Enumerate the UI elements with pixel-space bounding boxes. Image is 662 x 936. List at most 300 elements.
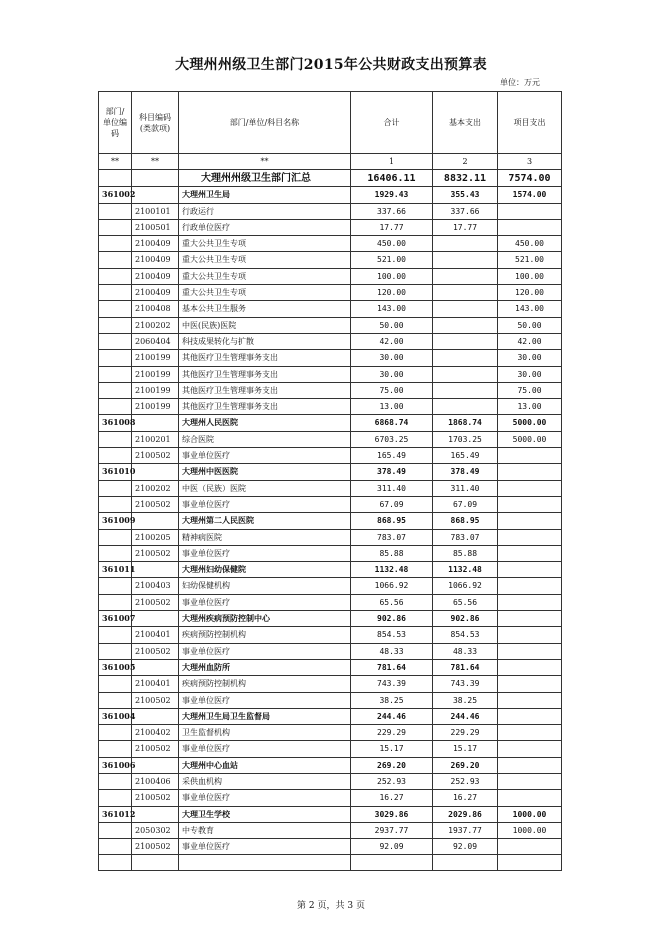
basic-cell <box>433 382 498 398</box>
dept-code-cell <box>99 448 132 464</box>
header-project: 项目支出 <box>498 92 562 154</box>
subject-code-cell: 2100502 <box>132 643 179 659</box>
budget-table <box>98 91 562 871</box>
table-row <box>99 855 562 870</box>
subject-code-cell: 2100205 <box>132 529 179 545</box>
subject-code-cell: 2100199 <box>132 350 179 366</box>
basic-cell <box>433 366 498 382</box>
table-row <box>99 448 562 464</box>
summary-row <box>99 170 562 187</box>
basic-cell: 868.95 <box>433 513 498 529</box>
total-cell: 6703.25 <box>351 431 433 447</box>
name-cell <box>179 855 351 870</box>
basic-cell: 781.64 <box>433 659 498 675</box>
name-cell: 重大公共卫生专项 <box>179 285 351 301</box>
table-row <box>99 285 562 301</box>
dept-code-cell: 361005 <box>99 659 132 675</box>
unit-row <box>99 464 562 480</box>
dept-code-cell <box>99 236 132 252</box>
subject-code-cell: 2100502 <box>132 594 179 610</box>
total-cell: 100.00 <box>351 268 433 284</box>
dept-code-cell <box>99 790 132 806</box>
project-cell <box>498 464 562 480</box>
table-row <box>99 741 562 757</box>
total-cell: 2937.77 <box>351 822 433 838</box>
page-footer: 第 2 页，共 3 页 <box>297 901 365 911</box>
total-cell: 244.46 <box>351 708 433 724</box>
table-row <box>99 578 562 594</box>
unit-row <box>99 757 562 773</box>
subject-code-cell: 2100409 <box>132 252 179 268</box>
name-cell: 事业单位医疗 <box>179 496 351 512</box>
total-cell: 13.00 <box>351 399 433 415</box>
project-cell: 1000.00 <box>498 822 562 838</box>
dept-code-cell: 361002 <box>99 187 132 203</box>
name-cell: 大理州中心血站 <box>179 757 351 773</box>
basic-cell <box>433 285 498 301</box>
header-basic: 基本支出 <box>433 92 498 154</box>
basic-cell: 229.29 <box>433 725 498 741</box>
basic-cell: 269.20 <box>433 757 498 773</box>
dept-code-cell: 361011 <box>99 562 132 578</box>
subject-code-cell: 2100403 <box>132 578 179 594</box>
dept-code-cell <box>99 317 132 333</box>
subject-code-cell: 2100502 <box>132 741 179 757</box>
unit-label: 单位：万元 <box>500 78 540 87</box>
subject-code-cell: 2100101 <box>132 203 179 219</box>
header-subject-code: 科目编码(类款项) <box>132 92 179 154</box>
project-cell <box>498 203 562 219</box>
table-row <box>99 529 562 545</box>
total-cell: 85.88 <box>351 545 433 561</box>
dept-code-cell: 361006 <box>99 757 132 773</box>
subject-code-cell: 2100202 <box>132 480 179 496</box>
summary-project: 7574.00 <box>498 170 562 187</box>
total-cell: 311.40 <box>351 480 433 496</box>
project-cell: 521.00 <box>498 252 562 268</box>
basic-cell: 2029.86 <box>433 806 498 822</box>
subject-code-cell: 2050302 <box>132 822 179 838</box>
subject-code-cell: 2100401 <box>132 627 179 643</box>
total-cell: 120.00 <box>351 285 433 301</box>
subject-code-cell: 2100502 <box>132 448 179 464</box>
total-cell: 521.00 <box>351 252 433 268</box>
dept-code-cell <box>99 350 132 366</box>
subject-code-cell <box>132 464 179 480</box>
index-cell: ** <box>132 154 179 170</box>
basic-cell: 1868.74 <box>433 415 498 431</box>
table-row <box>99 643 562 659</box>
basic-cell: 337.66 <box>433 203 498 219</box>
subject-code-cell: 2100502 <box>132 790 179 806</box>
name-cell: 科技成果转化与扩散 <box>179 333 351 349</box>
name-cell: 其他医疗卫生管理事务支出 <box>179 382 351 398</box>
project-cell <box>498 855 562 870</box>
basic-cell: 85.88 <box>433 545 498 561</box>
name-cell: 大理卫生学校 <box>179 806 351 822</box>
index-row <box>99 154 562 170</box>
table-row <box>99 725 562 741</box>
name-cell: 大理州卫生局 <box>179 187 351 203</box>
basic-cell: 1132.48 <box>433 562 498 578</box>
basic-cell: 743.39 <box>433 676 498 692</box>
name-cell: 中医(民族)医院 <box>179 317 351 333</box>
basic-cell: 783.07 <box>433 529 498 545</box>
dept-code-cell <box>99 773 132 789</box>
project-cell: 1000.00 <box>498 806 562 822</box>
project-cell <box>498 594 562 610</box>
table-row <box>99 317 562 333</box>
name-cell: 重大公共卫生专项 <box>179 268 351 284</box>
basic-cell <box>433 350 498 366</box>
project-cell <box>498 219 562 235</box>
name-cell: 大理州血防所 <box>179 659 351 675</box>
unit-row <box>99 513 562 529</box>
table-row <box>99 627 562 643</box>
basic-cell <box>433 333 498 349</box>
project-cell: 143.00 <box>498 301 562 317</box>
index-cell: ** <box>179 154 351 170</box>
table-row <box>99 203 562 219</box>
name-cell: 大理州疾病预防控制中心 <box>179 611 351 627</box>
basic-cell <box>433 399 498 415</box>
unit-row <box>99 415 562 431</box>
table-row <box>99 545 562 561</box>
project-cell <box>498 513 562 529</box>
total-cell: 30.00 <box>351 350 433 366</box>
total-cell: 30.00 <box>351 366 433 382</box>
project-cell <box>498 529 562 545</box>
table-row <box>99 268 562 284</box>
basic-cell: 17.77 <box>433 219 498 235</box>
basic-cell: 38.25 <box>433 692 498 708</box>
table-row <box>99 496 562 512</box>
total-cell: 229.29 <box>351 725 433 741</box>
subject-code-cell: 2100201 <box>132 431 179 447</box>
dept-code-cell <box>99 480 132 496</box>
project-cell <box>498 545 562 561</box>
basic-cell: 67.09 <box>433 496 498 512</box>
project-cell: 450.00 <box>498 236 562 252</box>
dept-code-cell <box>99 285 132 301</box>
dept-code-cell <box>99 676 132 692</box>
dept-code-cell <box>99 529 132 545</box>
total-cell: 65.56 <box>351 594 433 610</box>
project-cell: 42.00 <box>498 333 562 349</box>
total-cell: 781.64 <box>351 659 433 675</box>
dept-code-cell <box>99 578 132 594</box>
dept-code-cell <box>99 431 132 447</box>
dept-code-cell: 361004 <box>99 708 132 724</box>
table-row <box>99 594 562 610</box>
subject-code-cell <box>132 562 179 578</box>
basic-cell <box>433 236 498 252</box>
dept-code-cell <box>99 822 132 838</box>
name-cell: 事业单位医疗 <box>179 545 351 561</box>
project-cell: 5000.00 <box>498 415 562 431</box>
name-cell: 疾病预防控制机构 <box>179 676 351 692</box>
table-row <box>99 692 562 708</box>
name-cell: 事业单位医疗 <box>179 741 351 757</box>
total-cell: 783.07 <box>351 529 433 545</box>
name-cell: 行政单位医疗 <box>179 219 351 235</box>
table-row <box>99 333 562 349</box>
subject-code-cell: 2100202 <box>132 317 179 333</box>
dept-code-cell <box>99 382 132 398</box>
basic-cell: 854.53 <box>433 627 498 643</box>
total-cell <box>351 855 433 870</box>
name-cell: 大理州妇幼保健院 <box>179 562 351 578</box>
basic-cell: 311.40 <box>433 480 498 496</box>
dept-code-cell <box>99 203 132 219</box>
name-cell: 大理州第二人民医院 <box>179 513 351 529</box>
name-cell: 事业单位医疗 <box>179 594 351 610</box>
basic-cell: 1703.25 <box>433 431 498 447</box>
total-cell: 143.00 <box>351 301 433 317</box>
subject-code-cell <box>132 659 179 675</box>
basic-cell: 252.93 <box>433 773 498 789</box>
subject-code-cell: 2100502 <box>132 692 179 708</box>
subject-code-cell <box>132 611 179 627</box>
dept-code-cell <box>99 333 132 349</box>
dept-code-cell <box>99 725 132 741</box>
project-cell <box>498 708 562 724</box>
page-title: 大理州州级卫生部门2015年公共财政支出预算表 <box>175 57 487 73</box>
basic-cell: 244.46 <box>433 708 498 724</box>
basic-cell: 355.43 <box>433 187 498 203</box>
table-header-row <box>99 92 562 154</box>
dept-code-cell <box>99 643 132 659</box>
dept-code-cell: 361009 <box>99 513 132 529</box>
project-cell <box>498 448 562 464</box>
dept-code-cell <box>99 855 132 870</box>
subject-code-cell <box>132 513 179 529</box>
total-cell: 854.53 <box>351 627 433 643</box>
unit-row <box>99 806 562 822</box>
basic-cell: 65.56 <box>433 594 498 610</box>
project-cell <box>498 611 562 627</box>
basic-cell <box>433 301 498 317</box>
subject-code-cell: 2100502 <box>132 496 179 512</box>
table-row <box>99 301 562 317</box>
total-cell: 6868.74 <box>351 415 433 431</box>
total-cell: 269.20 <box>351 757 433 773</box>
subject-code-cell <box>132 187 179 203</box>
index-cell: 2 <box>433 154 498 170</box>
table-row <box>99 839 562 855</box>
subject-code-cell: 2100401 <box>132 676 179 692</box>
subject-code-cell <box>132 708 179 724</box>
project-cell <box>498 839 562 855</box>
unit-row <box>99 659 562 675</box>
name-cell: 其他医疗卫生管理事务支出 <box>179 350 351 366</box>
table-row <box>99 676 562 692</box>
total-cell: 902.86 <box>351 611 433 627</box>
project-cell: 30.00 <box>498 366 562 382</box>
name-cell: 重大公共卫生专项 <box>179 236 351 252</box>
index-cell: 1 <box>351 154 433 170</box>
project-cell: 50.00 <box>498 317 562 333</box>
subject-code-cell <box>132 806 179 822</box>
subject-code-cell <box>132 415 179 431</box>
dept-code-cell: 361010 <box>99 464 132 480</box>
dept-code-cell: 361007 <box>99 611 132 627</box>
name-cell: 重大公共卫生专项 <box>179 252 351 268</box>
table-row <box>99 219 562 235</box>
project-cell <box>498 692 562 708</box>
total-cell: 42.00 <box>351 333 433 349</box>
basic-cell: 378.49 <box>433 464 498 480</box>
summary-basic: 8832.11 <box>433 170 498 187</box>
table-row <box>99 480 562 496</box>
total-cell: 15.17 <box>351 741 433 757</box>
name-cell: 综合医院 <box>179 431 351 447</box>
project-cell <box>498 578 562 594</box>
subject-code-cell: 2100406 <box>132 773 179 789</box>
unit-row <box>99 562 562 578</box>
basic-cell: 902.86 <box>433 611 498 627</box>
basic-cell <box>433 252 498 268</box>
name-cell: 妇幼保健机构 <box>179 578 351 594</box>
header-name: 部门/单位/科目名称 <box>179 92 351 154</box>
subject-code-cell: 2100402 <box>132 725 179 741</box>
dept-code-cell: 361008 <box>99 415 132 431</box>
dept-code-cell <box>99 741 132 757</box>
project-cell <box>498 480 562 496</box>
total-cell: 3029.86 <box>351 806 433 822</box>
project-cell <box>498 757 562 773</box>
name-cell: 采供血机构 <box>179 773 351 789</box>
subject-code-cell: 2100502 <box>132 839 179 855</box>
name-cell: 其他医疗卫生管理事务支出 <box>179 366 351 382</box>
total-cell: 1132.48 <box>351 562 433 578</box>
project-cell: 13.00 <box>498 399 562 415</box>
unit-row <box>99 708 562 724</box>
total-cell: 16.27 <box>351 790 433 806</box>
header-dept-code: 部门/单位编码 <box>99 92 132 154</box>
project-cell <box>498 725 562 741</box>
total-cell: 17.77 <box>351 219 433 235</box>
unit-row <box>99 187 562 203</box>
project-cell <box>498 676 562 692</box>
total-cell: 252.93 <box>351 773 433 789</box>
name-cell: 中医（民族）医院 <box>179 480 351 496</box>
project-cell: 1574.00 <box>498 187 562 203</box>
total-cell: 165.49 <box>351 448 433 464</box>
project-cell: 120.00 <box>498 285 562 301</box>
name-cell: 大理州卫生局卫生监督局 <box>179 708 351 724</box>
dept-code-cell <box>99 496 132 512</box>
basic-cell: 165.49 <box>433 448 498 464</box>
subject-code-cell <box>132 757 179 773</box>
table-row <box>99 252 562 268</box>
dept-code-cell: 361012 <box>99 806 132 822</box>
project-cell <box>498 790 562 806</box>
total-cell: 92.09 <box>351 839 433 855</box>
basic-cell: 16.27 <box>433 790 498 806</box>
name-cell: 大理州人民医院 <box>179 415 351 431</box>
name-cell: 事业单位医疗 <box>179 692 351 708</box>
basic-cell <box>433 317 498 333</box>
subject-code-cell: 2100502 <box>132 545 179 561</box>
name-cell: 其他医疗卫生管理事务支出 <box>179 399 351 415</box>
dept-code-cell <box>99 399 132 415</box>
summary-name: 大理州州级卫生部门汇总 <box>179 170 351 187</box>
subject-code-cell: 2100409 <box>132 236 179 252</box>
project-cell: 30.00 <box>498 350 562 366</box>
subject-code-cell: 2100501 <box>132 219 179 235</box>
project-cell <box>498 741 562 757</box>
subject-code-cell: 2100409 <box>132 285 179 301</box>
project-cell: 100.00 <box>498 268 562 284</box>
basic-cell <box>433 268 498 284</box>
name-cell: 卫生监督机构 <box>179 725 351 741</box>
project-cell: 75.00 <box>498 382 562 398</box>
basic-cell: 48.33 <box>433 643 498 659</box>
index-cell: 3 <box>498 154 562 170</box>
dept-code-cell <box>99 219 132 235</box>
project-cell <box>498 496 562 512</box>
subject-code-cell: 2100409 <box>132 268 179 284</box>
name-cell: 中专教育 <box>179 822 351 838</box>
unit-row <box>99 611 562 627</box>
project-cell <box>498 562 562 578</box>
subject-code-cell: 2100199 <box>132 366 179 382</box>
total-cell: 1066.92 <box>351 578 433 594</box>
subject-code-cell: 2060404 <box>132 333 179 349</box>
summary-total: 16406.11 <box>351 170 433 187</box>
name-cell: 行政运行 <box>179 203 351 219</box>
header-total: 合计 <box>351 92 433 154</box>
table-row <box>99 350 562 366</box>
dept-code-cell <box>99 252 132 268</box>
table-row <box>99 382 562 398</box>
table-row <box>99 236 562 252</box>
table-row <box>99 431 562 447</box>
basic-cell: 1937.77 <box>433 822 498 838</box>
basic-cell: 15.17 <box>433 741 498 757</box>
table-row <box>99 822 562 838</box>
basic-cell: 1066.92 <box>433 578 498 594</box>
name-cell: 事业单位医疗 <box>179 643 351 659</box>
project-cell <box>498 627 562 643</box>
total-cell: 743.39 <box>351 676 433 692</box>
total-cell: 868.95 <box>351 513 433 529</box>
project-cell <box>498 643 562 659</box>
total-cell: 1929.43 <box>351 187 433 203</box>
total-cell: 48.33 <box>351 643 433 659</box>
subject-code-cell: 2100199 <box>132 399 179 415</box>
dept-code-cell <box>99 366 132 382</box>
dept-code-cell <box>99 692 132 708</box>
total-cell: 38.25 <box>351 692 433 708</box>
table-row <box>99 790 562 806</box>
dept-code-cell <box>99 301 132 317</box>
table-row <box>99 773 562 789</box>
total-cell: 67.09 <box>351 496 433 512</box>
total-cell: 450.00 <box>351 236 433 252</box>
dept-code-cell <box>99 627 132 643</box>
project-cell: 5000.00 <box>498 431 562 447</box>
name-cell: 精神病医院 <box>179 529 351 545</box>
summary-code <box>132 170 179 187</box>
name-cell: 事业单位医疗 <box>179 448 351 464</box>
basic-cell <box>433 855 498 870</box>
table-row <box>99 399 562 415</box>
total-cell: 50.00 <box>351 317 433 333</box>
basic-cell: 92.09 <box>433 839 498 855</box>
subject-code-cell: 2100408 <box>132 301 179 317</box>
